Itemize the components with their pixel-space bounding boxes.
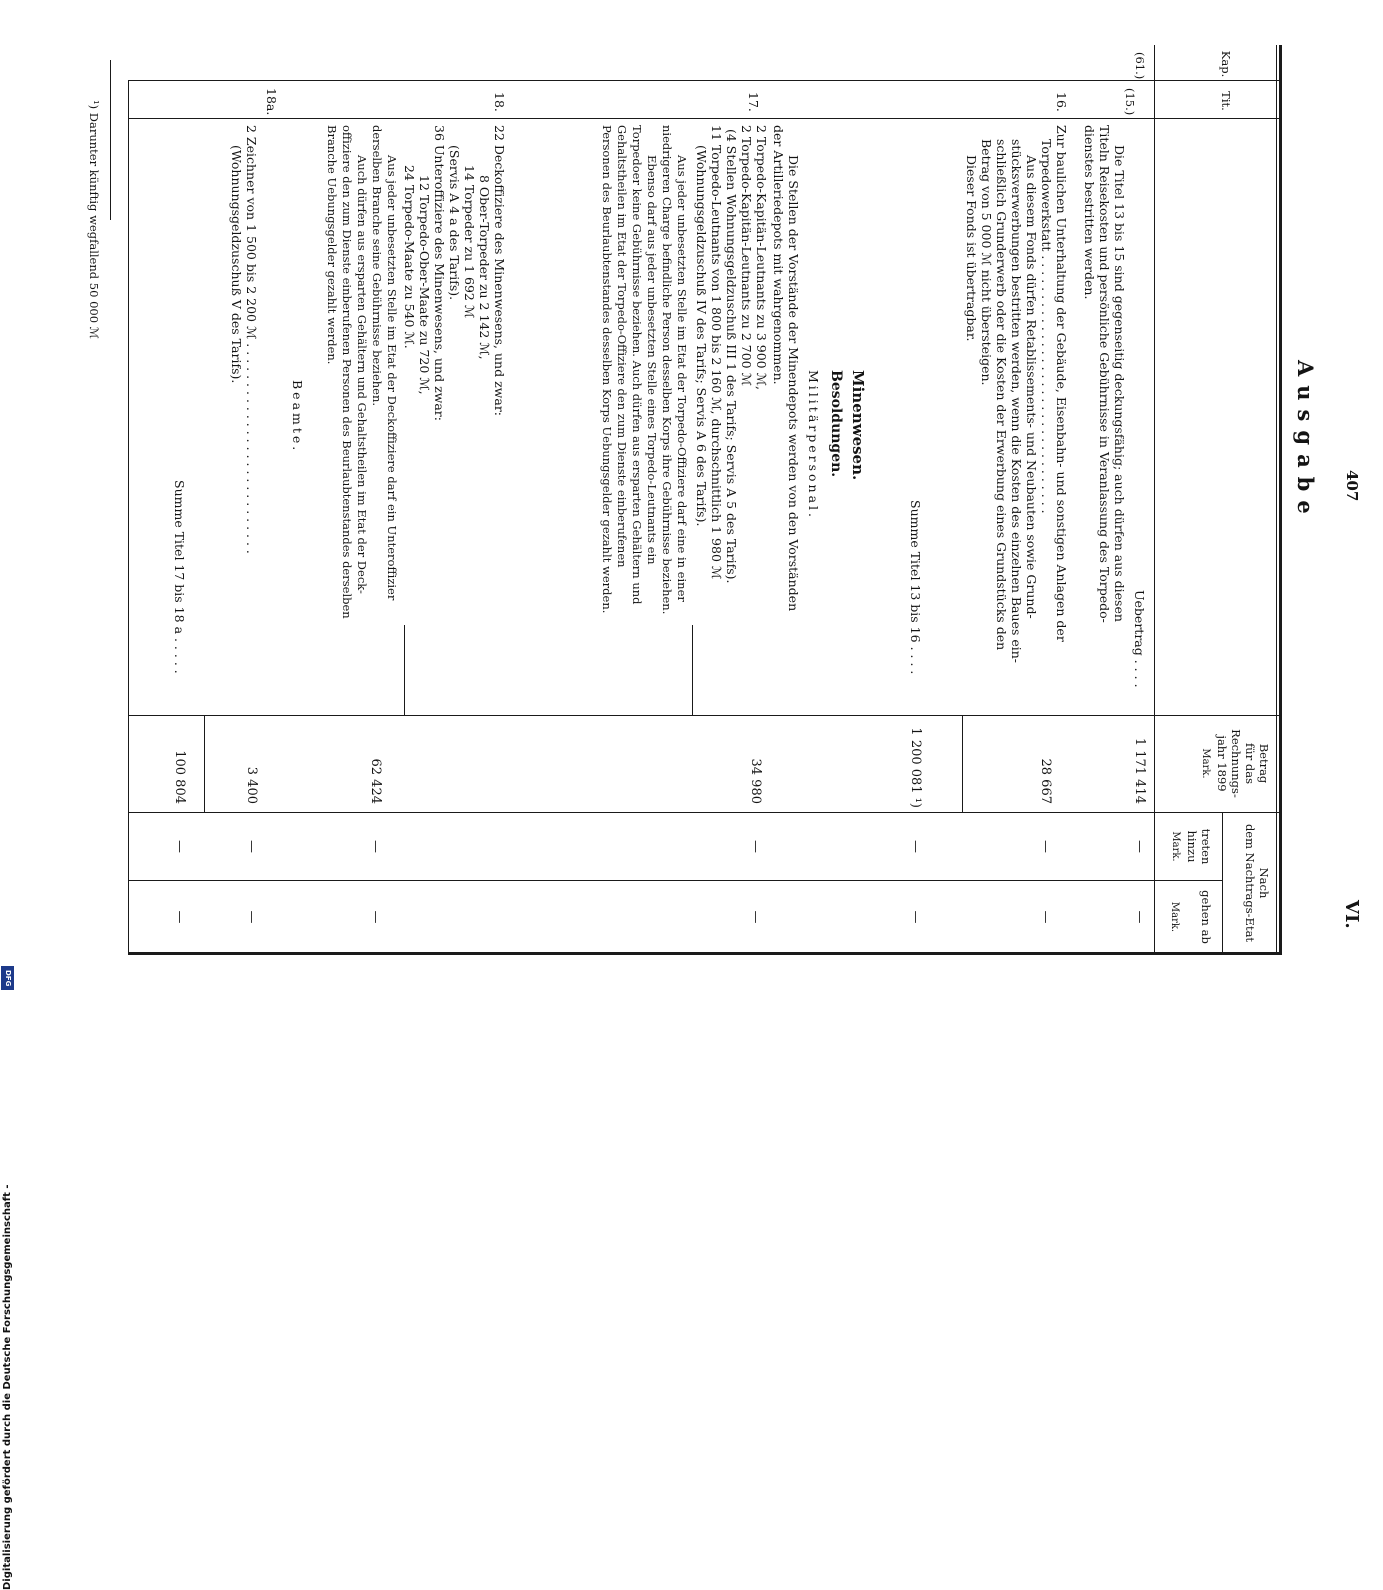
- dash: —: [1132, 910, 1147, 924]
- summe-13-16-amount: 1 200 081 ¹): [908, 727, 923, 808]
- paragraph-line: Aus diesem Fonds dürfen Retablissements- und Neubauten sowie Grund-: [1024, 155, 1039, 619]
- paragraph-line: 12 Torpedo-Ober-Maate zu 720 ℳ,: [417, 175, 432, 395]
- dash: —: [1132, 840, 1147, 853]
- dash: —: [368, 910, 383, 924]
- dash: —: [1038, 840, 1053, 853]
- paragraph-15: [1082, 125, 1127, 623]
- header-amount-unit: Mark.: [1200, 748, 1211, 779]
- paragraph-18a: [229, 125, 259, 554]
- header-kap: Kap.: [1219, 50, 1233, 78]
- footnote-rule: [110, 60, 111, 220]
- amount-16: 28 667: [1038, 758, 1053, 804]
- header-nach: Nach: [1257, 867, 1271, 899]
- header-hinzu: [1170, 813, 1213, 880]
- header-gehen-unit: Mark.: [1169, 901, 1180, 933]
- header-amount-line: jahr 1899: [1215, 735, 1229, 792]
- sum-rule-16: [962, 716, 963, 812]
- paragraph-line: niedrigeren Charge befindliche Person desselben Korps ihre Gebührnisse beziehen.: [660, 125, 674, 615]
- right-edge-rule: [129, 952, 1279, 955]
- tit-15: (15.): [1123, 88, 1137, 116]
- tit-18: 18.: [492, 92, 507, 112]
- heading-minenwesen: Minenwesen.: [849, 370, 867, 481]
- kap-column-rule: [129, 80, 1279, 81]
- paragraph-line: Torpedoer keine Gebührnisse beziehen. Auch dürfen aus ersparten Gehältern und: [630, 125, 644, 605]
- header-hinzu-line: hinzu: [1185, 830, 1199, 863]
- header-nachtrag-etat: dem Nachtrags-Etat: [1243, 823, 1257, 943]
- digitization-credit: Digitalisierung gefördert durch die Deutsche Forschungsgemeinschaft -: [2, 1184, 13, 1590]
- paragraph-line: stücksverwerbungen bestritten werden, wenn die Kosten des einzelnen Baues ein-: [1009, 139, 1024, 664]
- paragraph-line: Personen des Beurlaubtenstandes desselben Korps Uebungsgelder gezahlt werden.: [600, 125, 614, 614]
- paragraph-line: 2 Torpedo-Kapitän-Leutnants zu 2 700 ℳ: [739, 125, 754, 386]
- tit-16: 16.: [1054, 92, 1069, 112]
- top-rule-thin: [1276, 45, 1277, 955]
- header-bottom-rule: [1154, 45, 1155, 955]
- paragraph-line: (Wohnungsgeldzuschuß IV des Tarifs; Servis A 6 des Tarifs).: [694, 145, 709, 527]
- header-amount-line: Rechnungs-: [1229, 729, 1243, 798]
- paragraph-line: 2 Torpedo-Kapitän-Leutnants zu 3 900 ℳ,: [754, 125, 769, 390]
- amount-column-right-rule: [129, 812, 1279, 813]
- dash: —: [172, 910, 187, 924]
- dash: —: [908, 910, 923, 924]
- footnote: ¹) Darunter künftig wegfallend 50 000 ℳ: [87, 100, 101, 339]
- summe-17-18a-label: Summe Titel 17 bis 18 a . . . . .: [172, 480, 187, 674]
- sum-rule-18: [404, 625, 405, 715]
- hinzu-column-right-rule: [128, 880, 1223, 881]
- top-rule-thick: [1279, 45, 1282, 955]
- paragraph-17-note: [599, 125, 689, 614]
- paragraph-line: Torpedowerkstatt . . . . . . . . . . . . . . . . . . . . . . . . . . . . . . . . .: [1039, 139, 1054, 514]
- paragraph-line: Die Stellen der Vorstände der Minendepots werden von den Vorständen: [786, 155, 801, 612]
- header-amount: [1200, 716, 1271, 811]
- paragraph-line: Gehaltstheilen im Etat der Torpedo-Offiziere den zum Dienste einberufenen: [615, 125, 629, 568]
- header-hinzu-line: treten: [1199, 828, 1213, 865]
- dfg-logo: DFG: [1, 966, 14, 990]
- dash: —: [748, 840, 763, 853]
- paragraph-line: (4 Stellen Wohnungsgeldzuschuß III 1 des Tarifs; Servis A 5 des Tarifs).: [724, 129, 739, 584]
- paragraph-line: derselben Branche seine Gebührnisse beziehen.: [370, 125, 384, 407]
- header-nachtrag: [1243, 813, 1271, 953]
- paragraph-16: [964, 125, 1069, 663]
- header-gehen: [1169, 881, 1213, 953]
- paragraph-line: Auch dürfen aus ersparten Gehältern und Gehaltstheilen im Etat der Deck-: [355, 155, 369, 594]
- header-amount-line: Betrag: [1257, 743, 1271, 784]
- paragraph-line: 22 Deckoffiziere des Minenwesens, und zwar:: [492, 125, 507, 417]
- sum-rule-18a: [204, 716, 205, 812]
- heading-beamte: Beamte.: [290, 380, 305, 454]
- page-title: Ausgabe: [1293, 360, 1318, 523]
- paragraph-line: der Artilleriedepots mit wahrgenommen.: [771, 125, 786, 385]
- bottom-rule: [128, 80, 129, 955]
- dash: —: [748, 910, 763, 924]
- paragraph-line: Zur baulichen Unterhaltung der Gebäude, Eisenbahn- und sonstigen Anlagen der: [1054, 125, 1069, 642]
- amount-17: 34 980: [748, 758, 763, 804]
- tit-18a: 18a.: [264, 88, 279, 116]
- dash: —: [172, 840, 187, 853]
- dash: —: [1038, 910, 1053, 924]
- paragraph-line: Betrag von 5 000 ℳ nicht übersteigen.: [979, 139, 994, 386]
- page-number: 407: [1343, 470, 1361, 502]
- section-number: VI.: [1341, 900, 1362, 929]
- paragraph-line: dienstes bestritten werden.: [1082, 125, 1097, 300]
- paragraph-line: Die Titel 13 bis 15 sind gegenseitig deckungsfähig; auch dürfen aus diesen: [1112, 145, 1127, 622]
- kap-61: (61.): [1133, 52, 1147, 80]
- digitization-strip: [0, 600, 16, 1590]
- paragraph-line: 24 Torpedo-Maate zu 540 ℳ.: [402, 165, 417, 349]
- paragraph-line: Aus jeder unbesetzten Stelle im Etat der Torpedo-Offiziere darf eine in einer: [675, 155, 689, 602]
- paragraph-line: schließlich Grunderwerb oder die Kosten der Erwerbung eines Grundstücks den: [994, 139, 1009, 651]
- uebertrag-label: Uebertrag . . . .: [1132, 590, 1147, 688]
- paragraph-18-note: [324, 125, 399, 619]
- paragraph-line: Titeln Reisekosten und persönliche Gebührnisse in Veranlassung des Torpedo-: [1097, 125, 1112, 623]
- paragraph-line: 11 Torpedo-Leutnants von 1 800 bis 2 160 ℳ, durchschnittlich 1 980 ℳ: [709, 125, 724, 580]
- paragraph-line: 36 Unteroffiziere des Minenwesens, und zwar:: [432, 125, 447, 421]
- nachtrag-subheader-rule: [1222, 812, 1223, 955]
- paragraph-17: [694, 125, 769, 584]
- sum-rule-17: [692, 625, 693, 715]
- paragraph-line: (Servis A 4 a des Tarifs).: [447, 145, 462, 301]
- paragraph-line: 14 Torpeder zu 1 692 ℳ: [462, 165, 477, 319]
- header-amount-line: für das: [1243, 743, 1257, 784]
- header-gehen-line: gehen ab: [1199, 890, 1213, 944]
- dash: —: [244, 910, 259, 924]
- amount-column-left-rule: [129, 715, 1279, 716]
- header-hinzu-unit: Mark.: [1170, 831, 1181, 862]
- summe-13-16-label: Summe Titel 13 bis 16 . . . .: [908, 500, 923, 675]
- paragraph-line: Aus jeder unbesetzten Stelle im Etat der Deckoffiziere darf ein Unteroffizier: [385, 155, 399, 601]
- dash: —: [244, 840, 259, 853]
- paragraph-line: Ebenso darf aus jeder unbesetzten Stelle eines Torpedo-Leutnants ein: [645, 155, 659, 565]
- paragraph-line: (Wohnungsgeldzuschuß V des Tarifs).: [229, 145, 244, 384]
- paragraph-line: offiziere den zum Dienste einberufenen Personen des Beurlaubtenstandes derselben: [340, 125, 354, 619]
- paragraph-line: Branche Uebungsgelder gezahlt werden.: [325, 125, 339, 365]
- paragraph-line: Dieser Fonds ist übertragbar.: [964, 155, 979, 342]
- paragraph-line: 2 Zeichner von 1 500 bis 2 200 ℳ . . . . . . . . . . . . . . . . . . . . . . . . . . .: [244, 125, 259, 554]
- paragraph-17-intro: [771, 125, 801, 611]
- heading-besoldungen: Besoldungen.: [828, 370, 844, 478]
- dash: —: [368, 840, 383, 853]
- header-tit: Tit.: [1219, 91, 1233, 111]
- amount-18a: 3 400: [244, 766, 259, 804]
- tit-17: 17.: [746, 92, 761, 112]
- amount-18: 62 424: [368, 758, 383, 804]
- tit-column-rule: [129, 118, 1279, 119]
- paragraph-18: [402, 125, 507, 421]
- uebertrag-amount: 1 171 414: [1132, 737, 1147, 804]
- paragraph-line: 8 Ober-Torpeder zu 2 142 ℳ,: [477, 175, 492, 360]
- summe-17-18a-amount: 100 804: [172, 750, 187, 804]
- heading-militaerpersonal: Militärpersonal.: [806, 370, 821, 521]
- dash: —: [908, 840, 923, 853]
